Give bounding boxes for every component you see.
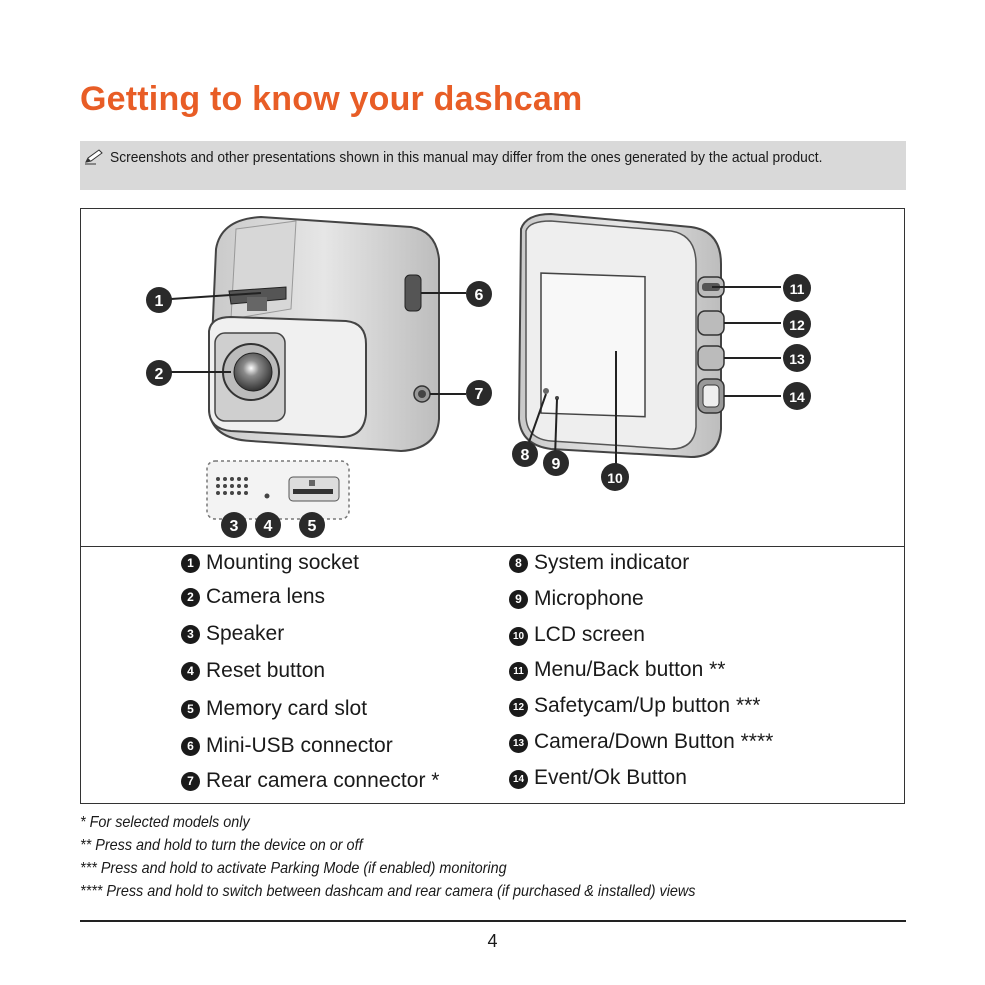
legend-label: Event/Ok Button <box>534 766 687 789</box>
svg-text:9: 9 <box>551 456 561 473</box>
footnote-1: * For selected models only <box>80 814 250 831</box>
callout-6 <box>466 281 492 307</box>
legend-item-9 <box>509 587 644 611</box>
footer-rule <box>80 920 906 922</box>
legend-label: LCD screen <box>534 623 645 646</box>
legend-label: Reset button <box>206 659 326 682</box>
legend-number: 4 <box>181 662 200 681</box>
legend-label: Speaker <box>206 622 285 645</box>
front-camera-view <box>209 217 439 451</box>
page-title: Getting to know your dashcam <box>80 80 583 118</box>
callout-12 <box>783 310 811 338</box>
callout-8 <box>512 441 538 467</box>
svg-text:10: 10 <box>607 470 623 486</box>
legend-number: 1 <box>181 554 200 573</box>
bottom-detail-inset <box>207 461 349 519</box>
legend-number: 12 <box>509 698 528 717</box>
legend-label: Camera lens <box>206 585 326 608</box>
legend-item-10 <box>509 623 645 647</box>
legend-item-14 <box>509 766 687 790</box>
svg-text:2: 2 <box>154 366 164 383</box>
legend-number: 14 <box>509 770 528 789</box>
legend-item-8 <box>509 551 689 575</box>
legend-label: Safetycam/Up button *** <box>534 694 761 717</box>
footnote-3: *** Press and hold to activate Parking Mode (if enabled) monitoring <box>80 860 507 877</box>
legend-item-7 <box>181 769 439 793</box>
legend-number: 11 <box>509 662 528 681</box>
legend-item-5 <box>181 697 367 721</box>
legend-label: Rear camera connector * <box>206 769 440 792</box>
legend-label: Microphone <box>534 587 644 610</box>
legend-item-2 <box>181 585 325 609</box>
svg-text:13: 13 <box>789 351 805 367</box>
svg-text:8: 8 <box>520 447 530 464</box>
svg-text:5: 5 <box>307 518 317 535</box>
pencil-icon <box>84 149 104 165</box>
legend-number: 8 <box>509 554 528 573</box>
svg-text:4: 4 <box>263 518 273 535</box>
callout-1 <box>146 287 172 313</box>
legend-number: 2 <box>181 588 200 607</box>
dashcam-illustration <box>81 209 904 545</box>
legend-label: System indicator <box>534 551 690 574</box>
footnote-4: **** Press and hold to switch between dashcam and rear camera (if purchased & installed) views <box>80 883 696 900</box>
legend-label: Mini-USB connector <box>206 734 393 757</box>
callout-7 <box>466 380 492 406</box>
legend-label: Mounting socket <box>206 551 359 574</box>
callout-14 <box>783 382 811 410</box>
legend-label: Camera/Down Button **** <box>534 730 774 753</box>
svg-text:1: 1 <box>154 293 164 310</box>
note-text: Screenshots and other presentations shown in this manual may differ from the ones generated by the actual product. <box>110 149 823 166</box>
legend-number: 5 <box>181 700 200 719</box>
svg-text:3: 3 <box>229 518 239 535</box>
callout-11 <box>783 274 811 302</box>
svg-text:11: 11 <box>789 281 805 297</box>
legend-number: 13 <box>509 734 528 753</box>
rear-camera-view <box>519 214 724 457</box>
callout-4 <box>255 512 281 538</box>
callout-5 <box>299 512 325 538</box>
callout-2 <box>146 360 172 386</box>
legend-item-13 <box>509 730 773 754</box>
legend-item-4 <box>181 659 325 683</box>
legend-label: Memory card slot <box>206 697 368 720</box>
svg-text:7: 7 <box>474 386 484 403</box>
note-box <box>80 141 906 190</box>
legend-number: 6 <box>181 737 200 756</box>
svg-text:6: 6 <box>474 287 484 304</box>
legend-number: 7 <box>181 772 200 791</box>
legend-item-6 <box>181 734 393 758</box>
callout-9 <box>543 450 569 476</box>
svg-text:12: 12 <box>789 317 805 333</box>
legend-label: Menu/Back button ** <box>534 658 726 681</box>
legend-item-3 <box>181 622 284 646</box>
legend-number: 9 <box>509 590 528 609</box>
legend-item-11 <box>509 658 725 682</box>
legend-number: 3 <box>181 625 200 644</box>
page-number: 4 <box>487 931 498 951</box>
legend-item-1 <box>181 551 359 575</box>
callout-13 <box>783 344 811 372</box>
svg-text:14: 14 <box>789 389 805 405</box>
figure-divider <box>80 546 905 547</box>
legend-item-12 <box>509 694 760 718</box>
footnote-2: ** Press and hold to turn the device on or off <box>80 837 363 854</box>
callout-3 <box>221 512 247 538</box>
legend-number: 10 <box>509 627 528 646</box>
callout-10 <box>601 463 629 491</box>
